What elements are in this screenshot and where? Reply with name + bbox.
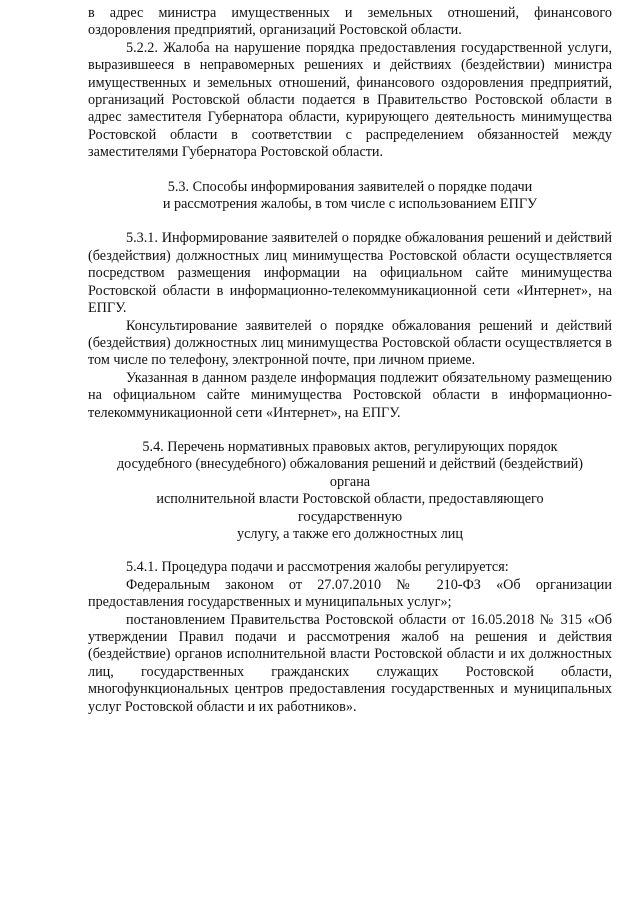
paragraph-5-4-1: 5.4.1. Процедура подачи и рассмотрения жалобы регулируется: bbox=[126, 559, 509, 576]
spacer bbox=[88, 543, 612, 559]
heading-line: услугу, а также его должностных лиц bbox=[237, 525, 463, 542]
paragraph-5-3-1: 5.3.1. Информирование заявителей о порядке обжалования решений и действий (бездействия) должностных лиц минимущества Ростовской области осуществляется посредством размещения информации на официальном сайте минимущества Ростовской области в информационно-телекоммуникационной сети «Интернет», на ЕПГУ. bbox=[88, 230, 612, 317]
heading-line: исполнительной власти Ростовской области, предоставляющего государственную bbox=[156, 491, 544, 525]
section-heading-5-4 bbox=[104, 439, 596, 543]
paragraph-intro-tail: в адрес министра имущественных и земельных отношений, финансового оздоровления предприятий, организаций Ростовской области. bbox=[88, 5, 612, 39]
spacer bbox=[88, 213, 612, 230]
paragraph-5-2-2: 5.2.2. Жалоба на нарушение порядка предоставления государственной услуги, выразившееся в неправомерных решениях и действиях (бездействии) министра имущественных и земельных отношений, финансового оздоровления предприятий, организаций Ростовской области подается в Правительство Ростовской области в адрес заместителя Губернатора области, курирующего деятельность минимущества Ростовской области в соответствии с распределением обязанностей между заместителями Губернатора Ростовской области. bbox=[88, 39, 612, 161]
heading-line: и рассмотрения жалобы, в том числе с использованием ЕПГУ bbox=[162, 196, 538, 213]
spacer bbox=[88, 162, 612, 179]
paragraph-placement: Указанная в данном разделе информация подлежит обязательному размещению на официальном сайте минимущества Ростовской области в информационно-телекоммуникационной сети «Интернет», на ЕПГУ. bbox=[88, 369, 612, 421]
paragraph-federal-law: Федеральным законом от 27.07.2010 № 210-ФЗ «Об организации предоставления государственных и муниципальных услуг»; bbox=[88, 576, 612, 611]
heading-line: 5.4. Перечень нормативных правовых актов, регулирующих порядок bbox=[142, 438, 558, 455]
heading-line: 5.3. Способы информирования заявителей о порядке подачи bbox=[167, 178, 533, 195]
paragraph-resolution: постановлением Правительства Ростовской области от 16.05.2018 № 315 «Об утверждении Правил подачи и рассмотрения жалоб на решения и действия (бездействие) органов исполнительной власти Ростовской области и их должностных лиц, государственных гражданских служащих Ростовской области, многофункциональных центров предоставления государственных и муниципальных услуг Ростовской области и их работников». bbox=[88, 611, 612, 715]
heading-line: досудебного (внесудебного) обжалования решений и действий (бездействий) органа bbox=[116, 456, 584, 490]
paragraph-consultation: Консультирование заявителей о порядке обжалования решений и действий (бездействия) должностных лиц минимущества Ростовской области осуществляется в том числе по телефону, электронной почте, при личном приеме. bbox=[88, 317, 612, 369]
section-heading-5-3 bbox=[104, 179, 596, 214]
spacer bbox=[88, 422, 612, 439]
